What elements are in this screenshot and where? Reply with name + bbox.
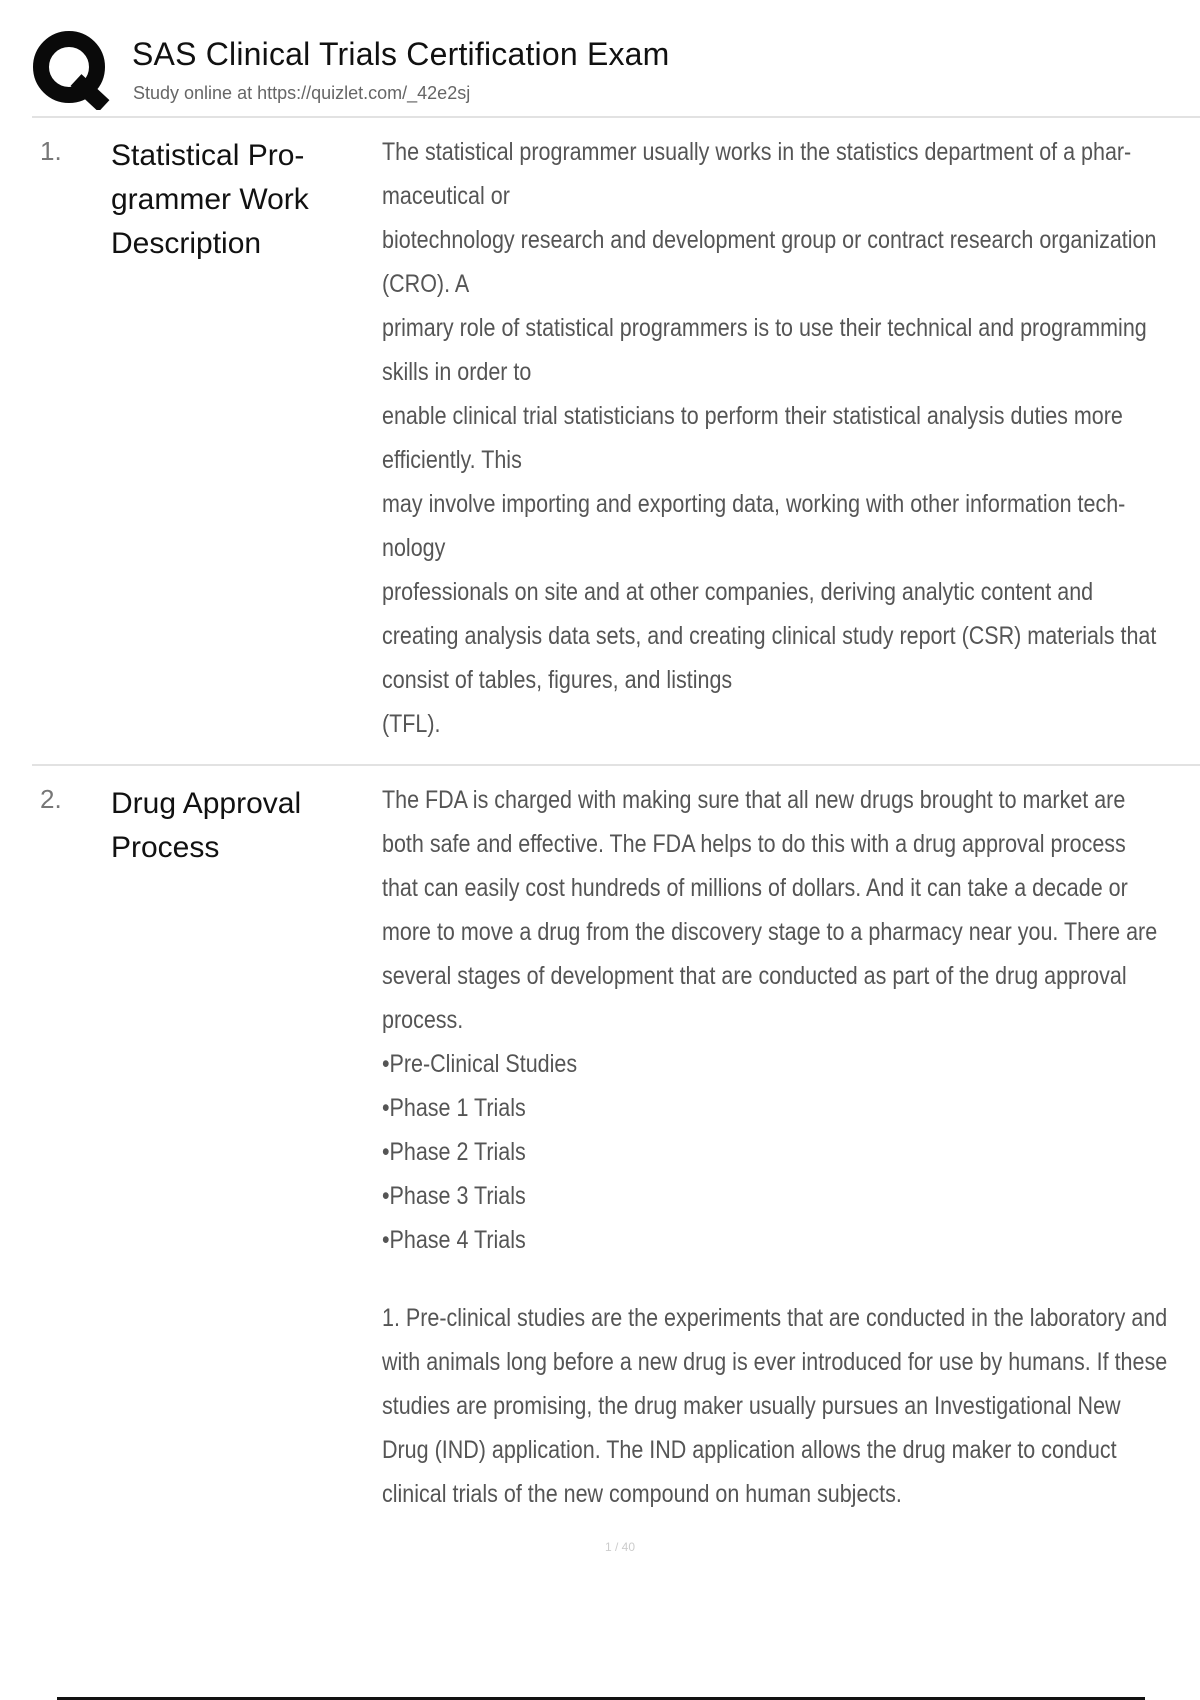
- definition-line: may involve importing and exporting data, working with other information tech-: [382, 490, 1126, 518]
- card-number: 1.: [40, 136, 62, 166]
- bullet-item: •Pre-Clinical Studies: [382, 1050, 578, 1078]
- definition-line: professionals on site and at other companies, deriving analytic content and: [382, 578, 1094, 606]
- document-title: SAS Clinical Trials Certification Exam: [132, 36, 670, 72]
- paragraph-gap: [382, 1262, 1190, 1296]
- bullet-item: •Phase 2 Trials: [382, 1138, 526, 1166]
- bullet-item: •Phase 3 Trials: [382, 1182, 526, 1210]
- card-term: [111, 134, 351, 266]
- term-line: Description: [111, 227, 262, 260]
- card-definition: [382, 130, 1190, 746]
- bullet-item: •Phase 1 Trials: [382, 1094, 526, 1122]
- definition-line: primary role of statistical programmers is to use their technical and programming: [382, 314, 1147, 342]
- definition-line: clinical trials of the new compound on human subjects.: [382, 1480, 902, 1508]
- quizlet-logo-icon: [32, 30, 112, 110]
- definition-line: enable clinical trial statisticians to perform their statistical analysis duties more: [382, 402, 1123, 430]
- definition-line: studies are promising, the drug maker usually pursues an Investigational New: [382, 1392, 1121, 1420]
- definition-line: The statistical programmer usually works in the statistics department of a phar-: [382, 138, 1132, 166]
- document-header: [32, 30, 1200, 116]
- term-line: Process: [111, 831, 220, 864]
- definition-line: biotechnology research and development group or contract research organization: [382, 226, 1157, 254]
- definition-line: maceutical or: [382, 182, 510, 210]
- definition-line: 1. Pre-clinical studies are the experiments that are conducted in the laboratory and: [382, 1304, 1168, 1332]
- header-divider: [32, 116, 1200, 118]
- definition-line: consist of tables, figures, and listings: [382, 666, 733, 694]
- definition-line: more to move a drug from the discovery stage to a pharmacy near you. There are: [382, 918, 1158, 946]
- definition-line: The FDA is charged with making sure that all new drugs brought to market are: [382, 786, 1126, 814]
- definition-line: Drug (IND) application. The IND application allows the drug maker to conduct: [382, 1436, 1117, 1464]
- term-line: grammer Work: [111, 183, 309, 216]
- definition-line: (CRO). A: [382, 270, 470, 298]
- card-number: 2.: [40, 784, 62, 814]
- definition-line: that can easily cost hundreds of millions of dollars. And it can take a decade or: [382, 874, 1128, 902]
- study-online-link[interactable]: Study online at https://quizlet.com/_42e2sj: [133, 83, 471, 103]
- card-definition: [382, 778, 1190, 1516]
- definition-line: with animals long before a new drug is ever introduced for use by humans. If these: [382, 1348, 1168, 1376]
- definition-line: efficiently. This: [382, 446, 522, 474]
- definition-line: both safe and effective. The FDA helps to do this with a drug approval process: [382, 830, 1126, 858]
- term-line: Drug Approval: [111, 787, 302, 820]
- page-number: 1 / 40: [604, 1540, 636, 1554]
- definition-line: creating analysis data sets, and creating clinical study report (CSR) materials that: [382, 622, 1157, 650]
- term-line: Statistical Pro-: [111, 139, 305, 172]
- definition-line: (TFL).: [382, 710, 441, 738]
- definition-line: several stages of development that are conducted as part of the drug approval: [382, 962, 1127, 990]
- bullet-item: •Phase 4 Trials: [382, 1226, 526, 1254]
- definition-line: process.: [382, 1006, 464, 1034]
- card-divider: [32, 764, 1200, 766]
- definition-line: nology: [382, 534, 446, 562]
- card-term: [111, 782, 351, 870]
- definition-line: skills in order to: [382, 358, 532, 386]
